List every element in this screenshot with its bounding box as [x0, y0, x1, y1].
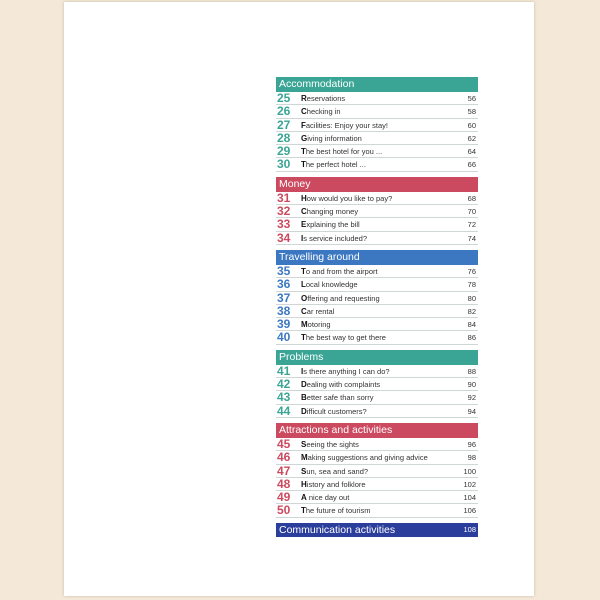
unit-number: 46 — [277, 450, 291, 465]
unit-title — [301, 92, 345, 105]
unit-title-initial: S — [301, 466, 307, 476]
unit-row[interactable] — [276, 305, 478, 318]
unit-title-rest: o and from the airport — [305, 266, 378, 276]
unit-row[interactable] — [276, 132, 478, 145]
unit-title — [301, 451, 428, 464]
unit-title-rest: ealing with complaints — [306, 380, 381, 390]
unit-title-initial: F — [301, 120, 306, 130]
unit-title-initial: T — [301, 160, 306, 170]
section-accommodation — [276, 77, 478, 172]
unit-title-initial: D — [301, 380, 307, 390]
unit-page-number: 98 — [467, 453, 476, 463]
unit-page-number: 104 — [463, 493, 476, 503]
unit-title-rest: he best hotel for you ... — [305, 147, 383, 157]
unit-title-initial: H — [301, 193, 307, 203]
unit-page-number: 88 — [467, 366, 476, 376]
unit-title-initial: T — [301, 266, 306, 276]
unit-page-number: 90 — [467, 380, 476, 390]
unit-page-number: 100 — [463, 466, 476, 476]
unit-page-number: 92 — [467, 393, 476, 403]
unit-row[interactable] — [276, 405, 478, 418]
unit-title-initial: T — [301, 506, 306, 516]
unit-title — [301, 158, 366, 171]
unit-title-rest: ow would you like to pay? — [306, 193, 393, 203]
unit-number: 37 — [277, 290, 291, 305]
unit-page-number: 106 — [463, 506, 476, 516]
unit-title-rest: eservations — [306, 94, 346, 103]
unit-number: 39 — [277, 317, 291, 332]
section-header: Travelling around — [276, 250, 478, 265]
unit-number: 45 — [277, 436, 291, 451]
unit-title — [301, 305, 334, 318]
unit-row[interactable] — [276, 265, 478, 278]
unit-title-initial: S — [301, 439, 307, 449]
unit-row[interactable] — [276, 491, 478, 504]
unit-title-initial: A — [301, 493, 307, 503]
unit-title — [301, 365, 390, 378]
unit-title-initial: D — [301, 406, 307, 416]
unit-title — [301, 478, 366, 491]
unit-title — [301, 105, 341, 118]
unit-page-number: 64 — [467, 147, 476, 157]
unit-title — [301, 119, 388, 132]
unit-title — [301, 491, 349, 504]
unit-page-number: 58 — [467, 107, 476, 117]
unit-title-initial: G — [301, 133, 308, 143]
unit-row[interactable] — [276, 318, 478, 331]
unit-title-initial: O — [301, 293, 308, 303]
unit-number: 28 — [277, 130, 291, 145]
unit-number: 33 — [277, 217, 291, 232]
unit-title-initial: T — [301, 333, 306, 343]
section-header: Accommodation — [276, 77, 478, 92]
unit-page-number: 86 — [467, 333, 476, 343]
unit-number: 49 — [277, 490, 291, 505]
unit-number: 43 — [277, 390, 291, 405]
unit-title-initial: L — [301, 280, 306, 290]
unit-title-rest: ocal knowledge — [305, 280, 358, 290]
unit-number: 42 — [277, 377, 291, 392]
section-header: Problems — [276, 350, 478, 365]
unit-page-number: 80 — [467, 293, 476, 303]
unit-number: 47 — [277, 463, 291, 478]
unit-row[interactable] — [276, 378, 478, 391]
unit-number: 30 — [277, 157, 291, 172]
unit-page-number: 60 — [467, 120, 476, 130]
unit-row[interactable] — [276, 278, 478, 291]
unit-title-rest: s there anything I can do? — [303, 366, 390, 376]
unit-row[interactable] — [276, 192, 478, 205]
unit-row[interactable] — [276, 119, 478, 132]
unit-row[interactable] — [276, 365, 478, 378]
unit-number: 44 — [277, 403, 291, 418]
unit-number: 38 — [277, 303, 291, 318]
unit-title — [301, 331, 386, 344]
unit-number: 29 — [277, 144, 291, 159]
unit-title — [301, 504, 371, 517]
unit-number: 31 — [277, 190, 291, 205]
unit-number: 41 — [277, 363, 291, 378]
unit-title-rest: istory and folklore — [306, 479, 366, 489]
unit-page-number: 102 — [463, 479, 476, 489]
unit-page-number: 82 — [467, 306, 476, 316]
unit-title-initial: B — [301, 393, 307, 403]
unit-page-number: 62 — [467, 133, 476, 143]
section-header: Attractions and activities — [276, 423, 478, 438]
unit-title-initial: H — [301, 479, 307, 489]
unit-title — [301, 205, 358, 218]
unit-page-number: 76 — [467, 266, 476, 276]
unit-title-rest: ifficult customers? — [306, 406, 367, 416]
unit-title-rest: ar rental — [306, 306, 335, 316]
unit-title-initial: M — [301, 320, 308, 330]
unit-title-initial: C — [301, 207, 307, 217]
unit-row[interactable] — [276, 158, 478, 171]
unit-page-number: 84 — [467, 320, 476, 330]
unit-title-rest: etter safe than sorry — [306, 393, 374, 403]
unit-row[interactable] — [276, 92, 478, 105]
unit-title — [301, 292, 380, 305]
unit-row[interactable] — [276, 292, 478, 305]
unit-title-initial: E — [301, 220, 307, 230]
unit-title-rest: otoring — [307, 320, 331, 330]
unit-row[interactable] — [276, 205, 478, 218]
book-page — [64, 2, 534, 596]
unit-row[interactable] — [276, 331, 478, 344]
communication-activities-page: 108 — [463, 524, 476, 534]
unit-row[interactable] — [276, 465, 478, 478]
unit-page-number: 72 — [467, 220, 476, 230]
unit-title-initial: R — [301, 94, 307, 103]
unit-title-rest: hanging money — [306, 207, 359, 217]
unit-title-rest: aking suggestions and giving advice — [307, 453, 428, 463]
table-of-contents — [276, 77, 478, 537]
section-header: Money — [276, 177, 478, 192]
unit-title-rest: he best way to get there — [305, 333, 386, 343]
unit-title-initial: C — [301, 306, 307, 316]
unit-title-initial: C — [301, 107, 307, 117]
unit-title-rest: he perfect hotel ... — [305, 160, 366, 170]
unit-title — [301, 232, 367, 245]
unit-title — [301, 145, 382, 158]
unit-title-rest: un, sea and sand? — [306, 466, 369, 476]
unit-title — [301, 218, 360, 231]
unit-number: 40 — [277, 330, 291, 345]
unit-row[interactable] — [276, 478, 478, 491]
unit-title-rest: he future of tourism — [305, 506, 371, 516]
section-problems — [276, 350, 478, 418]
unit-title-initial: I — [301, 233, 304, 243]
unit-row[interactable] — [276, 504, 478, 517]
unit-row[interactable] — [276, 391, 478, 404]
section-attractions — [276, 423, 478, 518]
unit-title — [301, 192, 392, 205]
unit-title-rest: iving information — [307, 133, 362, 143]
unit-title — [301, 132, 362, 145]
unit-row[interactable] — [276, 145, 478, 158]
unit-number: 26 — [277, 104, 291, 119]
unit-title — [301, 265, 378, 278]
unit-title-initial: I — [301, 366, 304, 376]
unit-title — [301, 391, 373, 404]
unit-page-number: 70 — [467, 207, 476, 217]
communication-activities-header — [276, 523, 478, 537]
unit-title-initial: M — [301, 453, 308, 463]
unit-page-number: 74 — [467, 233, 476, 243]
sections-container — [276, 77, 478, 518]
unit-title — [301, 405, 367, 418]
unit-number: 48 — [277, 476, 291, 491]
unit-number: 34 — [277, 230, 291, 245]
unit-page-number: 66 — [467, 160, 476, 170]
unit-row[interactable] — [276, 232, 478, 245]
unit-row[interactable] — [276, 438, 478, 451]
unit-page-number: 78 — [467, 280, 476, 290]
unit-number: 25 — [277, 91, 291, 105]
unit-row[interactable] — [276, 451, 478, 464]
unit-page-number: 56 — [467, 94, 476, 103]
unit-title-rest: ffering and requesting — [307, 293, 380, 303]
unit-number: 36 — [277, 277, 291, 292]
unit-title-rest: eeing the sights — [306, 439, 359, 449]
unit-title — [301, 318, 331, 331]
unit-row[interactable] — [276, 105, 478, 118]
section-money — [276, 177, 478, 245]
unit-title-rest: hecking in — [306, 107, 341, 117]
unit-title-rest: s service included? — [303, 233, 368, 243]
unit-number: 50 — [277, 503, 291, 518]
unit-number: 35 — [277, 263, 291, 278]
communication-activities-title: Communication activities — [279, 523, 396, 536]
unit-title-rest: xplaining the bill — [306, 220, 360, 230]
unit-title-initial: T — [301, 147, 306, 157]
unit-number: 27 — [277, 117, 291, 132]
unit-title-rest: acilities: Enjoy your stay! — [305, 120, 389, 130]
unit-title — [301, 278, 358, 291]
unit-page-number: 96 — [467, 439, 476, 449]
unit-title — [301, 465, 368, 478]
unit-page-number: 68 — [467, 193, 476, 203]
section-travelling — [276, 250, 478, 345]
unit-number: 32 — [277, 204, 291, 219]
unit-page-number: 94 — [467, 406, 476, 416]
unit-title-rest: nice day out — [306, 493, 350, 503]
unit-row[interactable] — [276, 218, 478, 231]
unit-title — [301, 378, 380, 391]
unit-title — [301, 438, 359, 451]
